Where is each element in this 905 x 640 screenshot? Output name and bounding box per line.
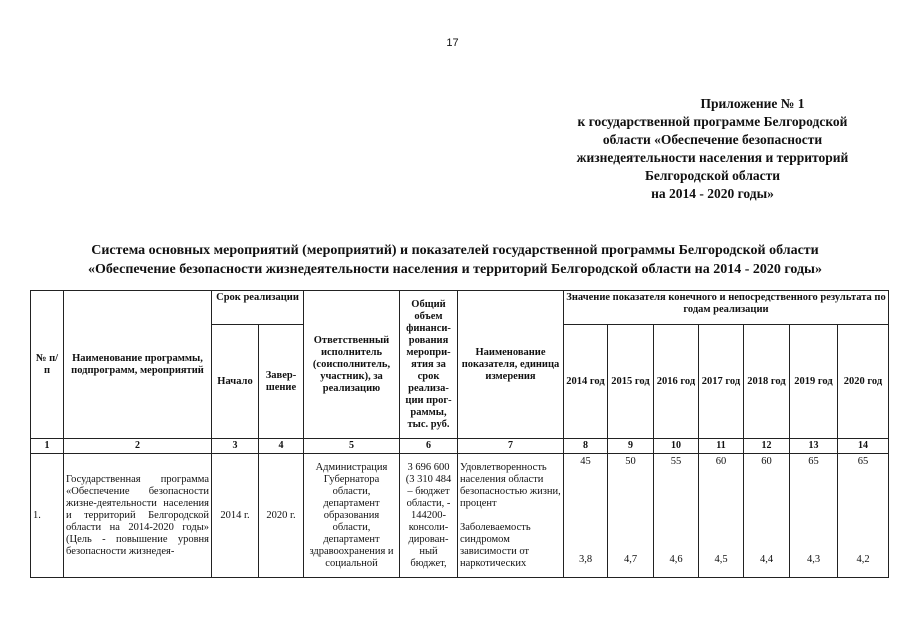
column-number: 1 [31,439,64,454]
column-number: 4 [259,439,304,454]
header-indicator: Наименование показателя, единица измерения [458,291,564,439]
column-number: 2 [64,439,212,454]
indicator-name: Удовлетворенность населения области безопасностью жизни, процент [460,461,561,509]
indicator-value: 60 [761,456,772,467]
page-number: 17 [446,37,459,49]
program-table [30,290,889,578]
title-line: Система основных мероприятий (мероприятий) и показателей государственной программы Белгородской области [91,243,819,258]
header-year: 2015 год [608,325,654,439]
indicator-name: Заболеваемость синдромом зависимости от наркотических [460,521,531,569]
indicator-value: 4,5 [714,554,728,565]
indicator-value: 4,4 [759,554,774,565]
appendix-title: Приложение № 1 [700,96,805,111]
indicator-value: 60 [715,456,727,467]
indicator-value: 55 [670,456,682,467]
end-year: 2020 г. [259,454,304,578]
header-period: Срок реализации [212,291,304,325]
header-start: Начало [212,325,259,439]
start-year: 2014 г. [212,454,259,578]
appendix-line: Белгородской области [644,168,781,183]
column-number: 7 [458,439,564,454]
document-title [20,241,890,279]
table-row [31,454,889,578]
indicator-cell [458,454,564,578]
indicator-value: 4,6 [669,554,683,565]
column-number: 8 [564,439,608,454]
column-number: 12 [744,439,790,454]
appendix-line: на 2014 - 2020 годы» [651,186,774,201]
column-number: 11 [699,439,744,454]
header-year: 2014 год [564,325,608,439]
indicator-value: 65 [808,456,819,467]
header-financing: Общий объем финанси-рования меропри-ятия за срок реализа-ции прог-раммы, тыс. руб. [400,291,458,439]
appendix-header [540,95,885,203]
column-number: 6 [400,439,458,454]
header-num: № п/п [31,291,64,439]
value-cell [608,454,654,578]
indicator-value: 3,8 [578,554,593,565]
header-year: 2016 год [654,325,699,439]
appendix-line: жизнедеятельности населения и территорий [576,150,849,165]
indicator-value: 4,7 [623,554,638,565]
value-cell [744,454,790,578]
column-number: 13 [790,439,838,454]
appendix-line: области «Обеспечение безопасности [602,132,823,147]
header-year: 2019 год [790,325,838,439]
program-name: Государственная программа «Обеспечение безопасности жизне-деятельности населения и территорий Белгородской области на 2014-2020 годы» (Цель - повышение уровня безопасности жизнедея- [64,454,212,578]
column-number: 14 [838,439,889,454]
title-line: «Обеспечение безопасности жизнедеятельности населения и территорий Белгородской области на 2014 - 2020 годы» [88,262,822,277]
column-number: 10 [654,439,699,454]
value-cell [699,454,744,578]
value-cell [790,454,838,578]
header-responsible: Ответственный исполнитель (соисполнитель, участник), за реализацию [304,291,400,439]
header-end: Завер-шение [259,325,304,439]
responsible-executor: Администрация Губернатора области, департамент образования области, департамент здравоохранения и социальной [304,454,400,578]
column-number: 3 [212,439,259,454]
indicator-value: 45 [580,456,591,467]
indicator-value: 50 [625,456,636,467]
financing-amount: 3 696 600 (3 310 484 – бюджет области, - 144200-консоли-дирован-ный бюджет, [400,454,458,578]
indicator-value: 4,2 [856,554,870,565]
header-year: 2018 год [744,325,790,439]
value-cell [654,454,699,578]
indicator-value: 65 [857,456,869,467]
row-number: 1. [31,454,64,578]
header-year: 2020 год [838,325,889,439]
header-name: Наименование программы, подпрограмм, мероприятий [64,291,212,439]
value-cell [564,454,608,578]
column-number: 5 [304,439,400,454]
indicator-value: 4,3 [806,554,821,565]
appendix-line: к государственной программе Белгородской [577,114,848,129]
header-values-group: Значение показателя конечного и непосредственного результата по годам реализации [564,291,889,325]
value-cell [838,454,889,578]
header-year: 2017 год [699,325,744,439]
column-number: 9 [608,439,654,454]
